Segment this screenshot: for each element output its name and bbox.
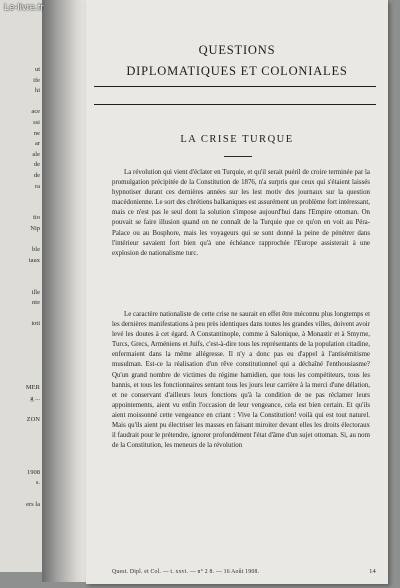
page-footer <box>112 569 376 575</box>
left-page-fragment: s. <box>35 479 40 487</box>
paragraph-1 <box>112 168 370 259</box>
left-page-edge <box>0 0 43 572</box>
left-page-fragment: 1908 <box>27 468 40 476</box>
left-page-fragment: ife <box>33 76 40 84</box>
paragraph-text: La révolution qui vient d'éclater en Turquie, et qu'il serait puéril de croire terminée par la promulgation précipitée de la Constitution de 1876, n'a surpris que ceux qui s'étaient laissés hypnotiser durant ces dernières années sur les lest motiv des journaux sur la question macédonienne. Le sort des chrétiens balkaniques est assurément un problème fort intéressant, mais ce n'est pas le seul dont la solution s'impose aujourd'hui dans l'Empire ottoman. On pouvait se faire illusion quand on ne connaît de la Turquie que ce qu'on en voit au Péra-Palace ou au Bosphore, mais les voyageurs qui se sont donné la peine de pénétrer dans l'intérieur savaient fort bien qu'à une échéance rapprochée l'Europe assisterait à une explosion de nationalisme turc. <box>112 169 370 257</box>
left-page-fragment: ut <box>34 66 40 73</box>
header-rule-top <box>94 86 376 87</box>
section-title-line-2: DIPLOMATIQUES ET COLONIALES <box>126 64 348 78</box>
left-page-fragment: ra <box>34 182 40 190</box>
left-page-fragment: ale <box>32 150 40 158</box>
left-page-fragment: tio <box>33 214 40 222</box>
left-page-fragment: ZON <box>26 415 40 423</box>
paragraph-2 <box>112 310 370 451</box>
left-page-fragment: ssi <box>33 119 40 126</box>
left-page-fragment: ioti <box>31 320 40 328</box>
left-page-fragment: ble <box>32 246 40 254</box>
left-page-fragment: ar <box>34 140 40 148</box>
watermark: Le-livre.fr <box>4 2 44 12</box>
left-page-fragment: nte <box>32 299 40 307</box>
left-page-fragment: hi <box>34 87 40 95</box>
title-rule <box>224 156 252 157</box>
left-page-fragment: MER <box>25 384 40 391</box>
footer-citation: Quest. Dipl. et Col. — t. xxvi. — n° 2 8. — 16 Août 1908. <box>112 569 260 575</box>
header-rule-bottom <box>94 104 376 105</box>
left-page-fragment: ille <box>31 288 40 296</box>
left-page-fragment: ne <box>33 129 40 137</box>
left-page-fragment: ers la <box>26 500 40 508</box>
left-page-fragment: ace <box>31 108 40 116</box>
page-number: 14 <box>369 568 376 575</box>
left-page-fragment: taux <box>28 256 40 264</box>
book-gutter <box>42 0 86 582</box>
section-title-line-1: QUESTIONS <box>198 43 276 57</box>
paragraph-text: Le caractère nationaliste de cette crise ne saurait en effet être méconnu plus longtemps et les dernières manifestations à peu près identiques dans toutes les grandes villes, doivent avoir levé les doutes à cet égard. A Constantinople, comme à Salonique, à Monastir et à Smyrne, Turcs, Grecs, Arméniens et Juifs, c'est-à-dire tous les représentants de la population citadine, enfermaient dans la même allégresse. Il n'y a donc pas eu d'appel à l'antisémitisme musulman. Est-ce la réalisation d'un rêve constitutionnel qui a déchaîné l'enthousiasme? Qu'un grand nombre de victimes du régime hamidien, que tous les compétiteurs, tous les bannis, et tous les fonctionnaires sentant tous les jours leur carrière à la merci d'une délation, et ne conservant d'ailleurs leurs fonctions qu'à la condition de ne pas réclamer leurs appointements, aient vu enfin l'occasion de leur vengeance, cela est bien certain. Et qu'ils aient moissonné cette vengeance en criant : Vive la Constitution! voilà qui est tout naturel. Mais qu'ils aient pu électriser les masses en faisant miroiter devant elles les droits électoraux il faudrait pour le prétendre, ignorer profondément l'état d'âme d'un sujet ottoman. Si, au nom de la Constitution, les meneurs de la révolution <box>112 311 370 450</box>
article-title: LA CRISE TURQUE <box>180 134 294 145</box>
left-page-fragment: g ... <box>30 394 40 402</box>
left-page-fragment: de <box>33 172 40 179</box>
left-page-fragment: Nip <box>30 225 40 232</box>
document-page <box>86 0 388 584</box>
left-page-fragment: de <box>33 161 40 169</box>
